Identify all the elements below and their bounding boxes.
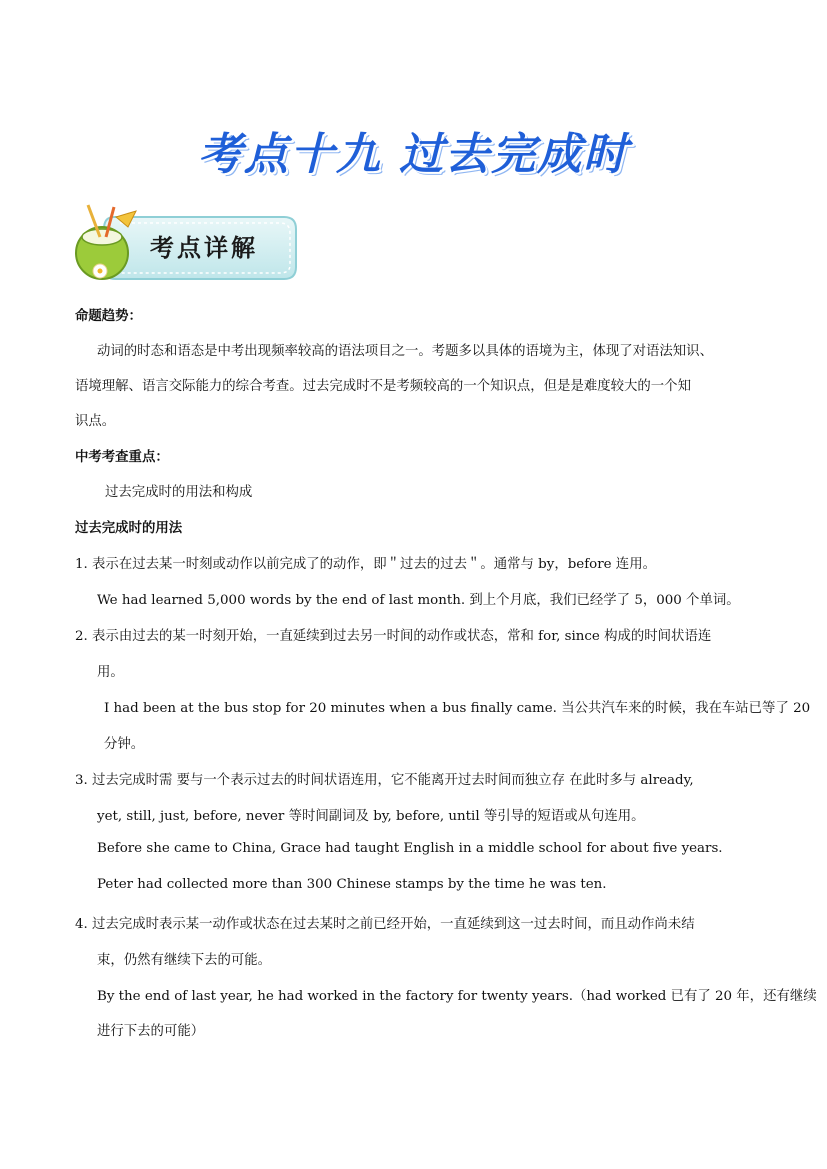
trend-heading: 命题趋势： <box>75 309 142 324</box>
usage-item-1: 1. 表示在过去某一时刻或动作以前完成了的动作，即＂过去的过去＂。通常与 by，before 连用。 <box>75 557 656 572</box>
usage-item-3-cont: yet, still, just, before, never 等时间副词及 by, before, until 等引导的短语或从句连用。 <box>97 809 645 824</box>
example-sentence: I had been at the bus stop for 20 minutes when a bus finally came. 当公共汽车来的时候，我在车站已等了 20 <box>104 701 811 716</box>
focus-text: 过去完成时的用法和构成 <box>105 485 253 500</box>
example-sentence: Peter had collected more than 300 Chinese stamps by the time he was ten. <box>97 877 607 892</box>
usage-item-4-cont: 束，仍然有继续下去的可能。 <box>97 953 272 968</box>
usage-heading: 过去完成时的用法 <box>75 521 183 536</box>
page-title: 考点十九 过去完成时 <box>197 129 630 180</box>
usage-item-3: 3. 过去完成时需 要与一个表示过去的时间状语连用，它不能离开过去时间而独立存 在此时多与 already, <box>75 773 694 788</box>
example-sentence: Before she came to China, Grace had taught English in a middle school for about five years. <box>97 841 723 856</box>
trend-text-line: 识点。 <box>75 414 116 429</box>
example-sentence: 进行下去的可能） <box>97 1024 205 1039</box>
usage-item-2: 2. 表示由过去的某一时刻开始，一直延续到过去另一时间的动作或状态，常和 for, since 构成的时间状语连 <box>75 629 712 644</box>
example-sentence: 分钟。 <box>104 737 145 752</box>
example-sentence: We had learned 5,000 words by the end of last month. 到上个月底，我们已经学了 5，000 个单词。 <box>97 593 740 608</box>
banner-label: 考点详解 <box>150 234 258 262</box>
example-sentence: By the end of last year, he had worked in the factory for twenty years.（had worked 已有了 20 年，还有继续 <box>97 989 817 1004</box>
focus-heading: 中考考查重点： <box>75 450 169 465</box>
trend-text-line: 动词的时态和语态是中考出现频率较高的语法项目之一。考题多以具体的语境为主，体现了对语法知识、 <box>97 344 713 359</box>
trend-text-line: 语境理解、语言交际能力的综合考查。过去完成时不是考频较高的一个知识点，但是是难度较大的一个知 <box>75 379 691 394</box>
usage-item-4: 4. 过去完成时表示某一动作或状态在过去某时之前已经开始，一直延续到这一过去时间，而且动作尚未结 <box>75 917 695 932</box>
usage-item-2-cont: 用。 <box>97 665 124 680</box>
